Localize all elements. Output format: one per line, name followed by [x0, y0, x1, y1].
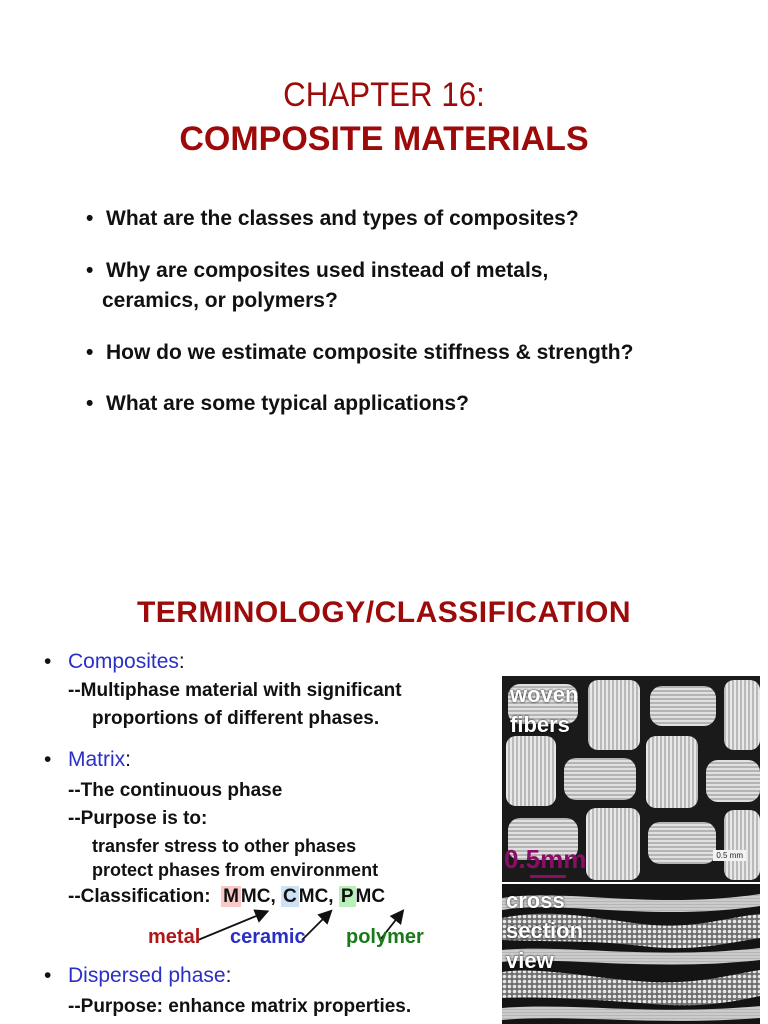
- pmc-highlight: P: [340, 886, 354, 907]
- term-dispersed-phase: • Dispersed phase:: [44, 964, 232, 987]
- question-text: Why are composites used instead of metals,: [106, 259, 549, 282]
- term-keyword: Composites: [68, 650, 179, 673]
- slide-terminology: [0, 512, 768, 1024]
- purpose-item: protect phases from environment: [92, 860, 379, 880]
- question-item: [86, 338, 633, 368]
- bullet-icon: •: [86, 207, 94, 230]
- scale-bar: [530, 875, 566, 878]
- scale-bar-label: 0.5mm: [504, 844, 587, 874]
- chapter-title: CHAPTER 16:: [283, 76, 485, 114]
- bullet-icon: •: [44, 748, 52, 771]
- dispersed-line: --Purpose: enhance matrix properties.: [68, 996, 412, 1017]
- term-composites: • Composites:: [44, 650, 185, 673]
- cmc-highlight: C: [283, 886, 297, 907]
- photo-label: cross section view: [506, 888, 584, 973]
- label-ceramic: ceramic: [230, 926, 306, 948]
- question-item: [86, 204, 579, 234]
- term-keyword: Dispersed phase: [68, 964, 226, 987]
- bullet-icon: •: [86, 259, 94, 282]
- bullet-icon: •: [44, 650, 52, 673]
- bullet-icon: •: [86, 341, 94, 364]
- definition-line: --Multiphase material with significant: [68, 680, 402, 701]
- question-text-continued: ceramics, or polymers?: [102, 289, 338, 312]
- question-text: How do we estimate composite stiffness & strength?: [106, 341, 634, 364]
- purpose-item: transfer stress to other phases: [92, 836, 357, 856]
- question-text: What are the classes and types of composites?: [106, 207, 579, 230]
- classification-line: --Classification: M MC, C MC, P MC: [68, 886, 386, 907]
- chapter-subtitle: COMPOSITE MATERIALS: [179, 120, 589, 158]
- mmc-highlight: M: [223, 886, 239, 907]
- scale-marker: 0.5 mm: [713, 850, 746, 861]
- definition-line: proportions of different phases.: [92, 708, 380, 729]
- bullet-icon: •: [44, 964, 52, 987]
- term-keyword: Matrix: [68, 748, 126, 771]
- slide-title: TERMINOLOGY/CLASSIFICATION: [136, 596, 632, 629]
- term-matrix: • Matrix:: [44, 748, 132, 771]
- question-item: [86, 256, 548, 316]
- photo-label: woven fibers: [510, 682, 579, 737]
- matrix-line: --The continuous phase: [68, 780, 283, 801]
- cross-section-photo: [502, 884, 760, 1024]
- bullet-icon: •: [86, 392, 94, 415]
- arrow-ceramic: [302, 912, 330, 940]
- question-text: What are some typical applications?: [106, 392, 469, 415]
- matrix-line: --Purpose is to:: [68, 808, 208, 829]
- label-metal: metal: [148, 926, 201, 948]
- question-item: [86, 389, 469, 419]
- label-polymer: polymer: [346, 926, 424, 948]
